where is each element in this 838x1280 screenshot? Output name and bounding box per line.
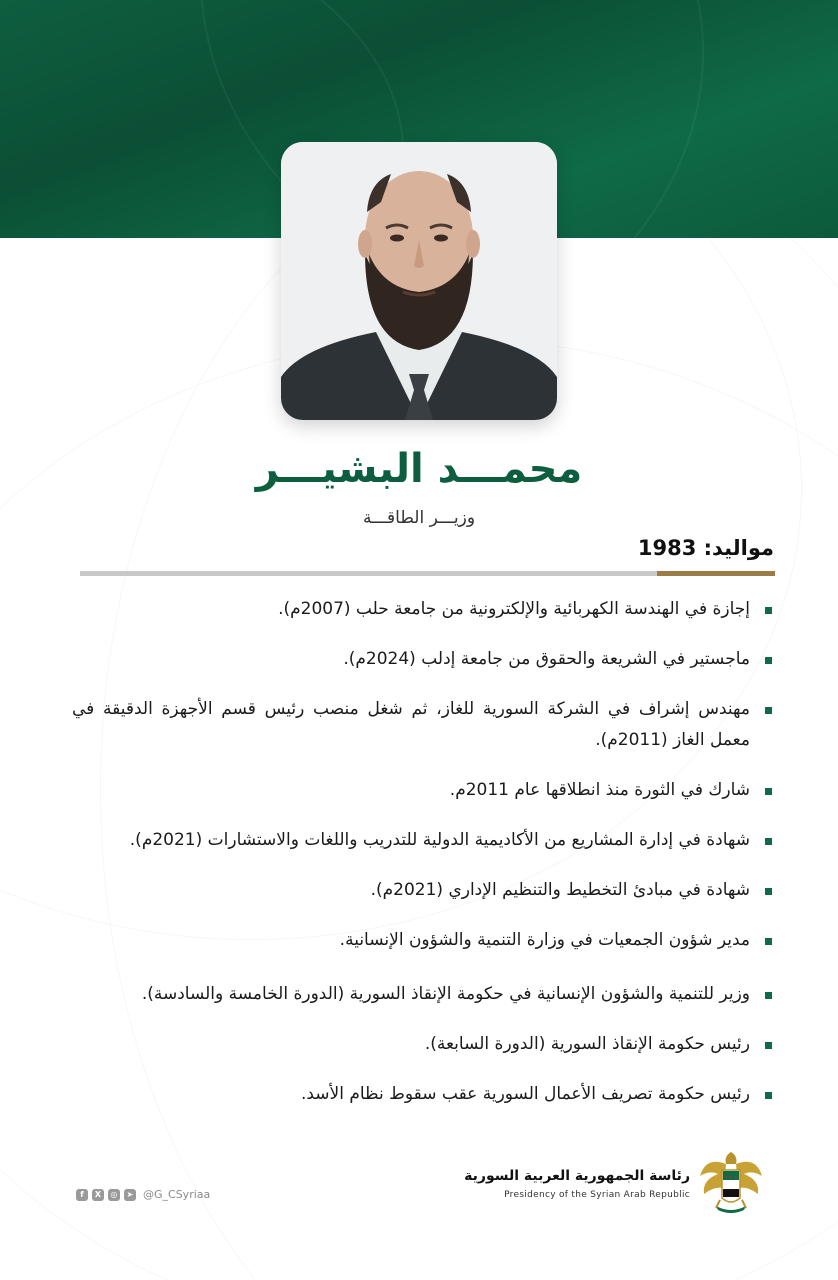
bio-item: رئيس حكومة تصريف الأعمال السورية عقب سقوط نظام الأسد. [72, 1079, 772, 1110]
divider-accent [657, 571, 775, 576]
bullet-icon [765, 788, 772, 795]
bio-list [72, 594, 772, 1110]
bullet-icon [765, 657, 772, 664]
bio-item: وزير للتنمية والشؤون الإنسانية في حكومة الإنقاذ السورية (الدورة الخامسة والسادسة). [72, 979, 772, 1010]
instagram-icon[interactable]: ◎ [108, 1189, 120, 1201]
facebook-icon[interactable]: f [76, 1189, 88, 1201]
bio-item: مهندس إشراف في الشركة السورية للغاز، ثم شغل منصب رئيس قسم الأجهزة الدقيقة في معمل الغاز (2011م). [72, 694, 772, 756]
bullet-icon [765, 938, 772, 945]
social-links [76, 1188, 210, 1201]
person-name: محمـــد البشيـــر [255, 446, 583, 492]
x-icon[interactable]: X [92, 1189, 104, 1201]
portrait-photo [281, 142, 557, 420]
person-role: وزيـــر الطاقـــة [362, 508, 476, 528]
bullet-icon [765, 888, 772, 895]
bio-item: شارك في الثورة منذ انطلاقها عام 2011م. [72, 775, 772, 806]
social-handle: @G_CSyriaa [143, 1188, 211, 1201]
org-name-english: Presidency of the Syrian Arab Republic [504, 1190, 690, 1200]
bio-item: شهادة في إدارة المشاريع من الأكاديمية الدولية للتدريب واللغات والاستشارات (2021م). [72, 825, 772, 856]
eagle-emblem-icon [696, 1148, 766, 1218]
section-divider [80, 571, 775, 576]
bullet-icon [765, 992, 772, 999]
bio-item: ماجستير في الشريعة والحقوق من جامعة إدلب (2024م). [72, 644, 772, 675]
bio-item: رئيس حكومة الإنقاذ السورية (الدورة السابعة). [72, 1029, 772, 1060]
bullet-icon [765, 1092, 772, 1099]
bio-item: مدير شؤون الجمعيات في وزارة التنمية والشؤون الإنسانية. [72, 925, 772, 956]
org-name-arabic: رئاسة الجمهورية العربية السورية [464, 1168, 690, 1184]
bullet-icon [765, 607, 772, 614]
bio-item: شهادة في مبادئ التخطيط والتنظيم الإداري (2021م). [72, 875, 772, 906]
bullet-icon [765, 838, 772, 845]
organization-name [464, 1168, 690, 1200]
birth-year: مواليد: 1983 [637, 536, 774, 560]
telegram-icon[interactable]: ➤ [124, 1189, 136, 1201]
bullet-icon [765, 707, 772, 714]
svg-text:★ ★ ★: ★ ★ ★ [724, 1174, 738, 1179]
bio-item: إجازة في الهندسة الكهربائية والإلكترونية من جامعة حلب (2007م). [72, 594, 772, 625]
bullet-icon [765, 1042, 772, 1049]
